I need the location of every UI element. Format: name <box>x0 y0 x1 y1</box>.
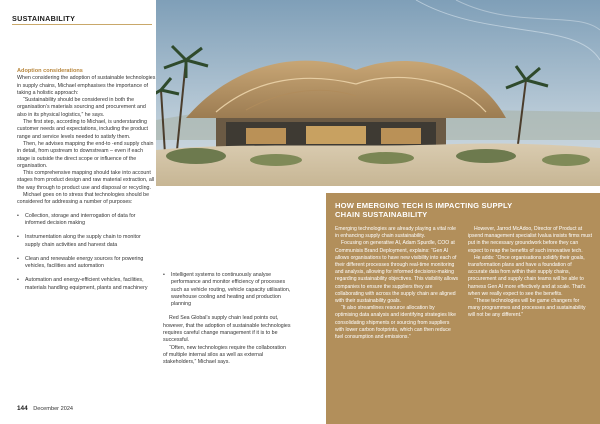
list-item: • Intelligent systems to continuously analyse performance and monitor efficiency of processes such as vehicle routing, vehicle capacity utilisation, warehouse cooling and heating and production planning <box>163 272 291 308</box>
purposes-list <box>17 213 157 292</box>
box-column-1 <box>335 226 459 341</box>
sidebar-box <box>326 193 600 424</box>
box-paragraph: “These technologies will be game changers for many programmes and processes and sustainability will not be any different.” <box>468 298 586 319</box>
list-item: • Collection, storage and interrogation of data for informed decision making <box>17 213 157 228</box>
box-paragraph: However, Jarrod McAdoo, Director of Product at ipsend management specialist Ivalua insists firms must put in the necessary groundwork before they can expect to reap the benefits of such innovative tech. <box>468 226 592 254</box>
section-label: SUSTAINABILITY <box>12 14 76 23</box>
box-paragraph: He adds: “Once organisations solidify their goals, transformation plans and have a foundation of accurate data from within their supply chains, procurement and supply chain teams will be able to harness Gen AI more effectively and at scale. That’s when we really expect to see the benefits. <box>468 254 586 297</box>
box-paragraph: “It also streamlines resource allocation by optimising data analysis and identifying strategies like consolidating shipments or sourcing from suppliers with lower carbon footprints, which can then reduce fuel consumption and emissions.” <box>335 305 456 341</box>
box-column-2 <box>468 226 592 320</box>
adoption-heading: Adoption considerations <box>17 68 83 74</box>
list-item: • Automation and energy-efficient vehicles, facilities, materials handling equipment, plants and machinery <box>17 277 157 292</box>
resort-photo <box>156 0 600 186</box>
purposes-list-continued <box>163 272 291 308</box>
left-paragraph: “Sustainability should be considered in both the organisation’s materials sourcing and procurement and also in its physical logistics,” he says. <box>17 97 146 118</box>
page-number: 144 <box>17 405 28 412</box>
middle-paragraph: Red Sea Global’s supply chain lead points out, however, that the adoption of sustainable technologies requires careful change management if it is to be successful. <box>163 315 291 344</box>
list-item: • Clean and renewable energy sources for powering vehicles, facilities and automation <box>17 256 157 271</box>
box-title: HOW EMERGING TECH IS IMPACTING SUPPLY CHAIN SUSTAINABILITY <box>335 201 513 219</box>
page-footer <box>17 405 73 412</box>
middle-paragraph: “Often, new technologies require the collaboration of multiple internal silos as well as external stakeholders,” Michael says. <box>163 344 286 366</box>
box-paragraph: Emerging technologies are already playing a vital role in enhancing supply chain sustainability. <box>335 226 456 240</box>
issue-date: December 2024 <box>33 406 74 412</box>
header-rule <box>12 24 152 25</box>
left-paragraph: Then, he advises mapping the end-to -end supply chain in detail, from upstream to downstream – even if each stage is outside the direct scope or influence of the organisation. <box>17 140 154 169</box>
list-item: • Instrumentation along the supply chain to monitor supply chain activities and harvest data <box>17 234 157 249</box>
left-paragraph: This comprehensive mapping should take into account stages from product design and raw material extraction, all the way through to product use and disposal or recycling. <box>17 170 155 191</box>
box-paragraph: Focusing on generative AI, Adam Spurdle, COO at Communisis Brand Deployment, explains: “Gen AI allows organisations to have new visibility into each of their different processes through real-time monitoring and analysis, allowing for informed decisions-making regarding sustainability objectives. This visibility allows companies to ensure the suppliers they are collaborating with across the supply chain are aligned with their sustainability goals. <box>335 240 459 305</box>
resort-illustration <box>156 0 600 186</box>
left-column <box>17 68 157 299</box>
left-paragraph: The first step, according to Michael, is understanding customer needs and expectations, including the product range and service levels needed to satisfy them. <box>17 119 149 140</box>
left-paragraph: When considering the adoption of sustainable technologies in supply chains, Michael emphasises the importance of taking a holistic approach: <box>17 75 156 96</box>
left-paragraph: Michael goes on to stress that technologies should be considered for addressing a number of purposes: <box>17 192 150 206</box>
middle-column <box>163 272 291 367</box>
